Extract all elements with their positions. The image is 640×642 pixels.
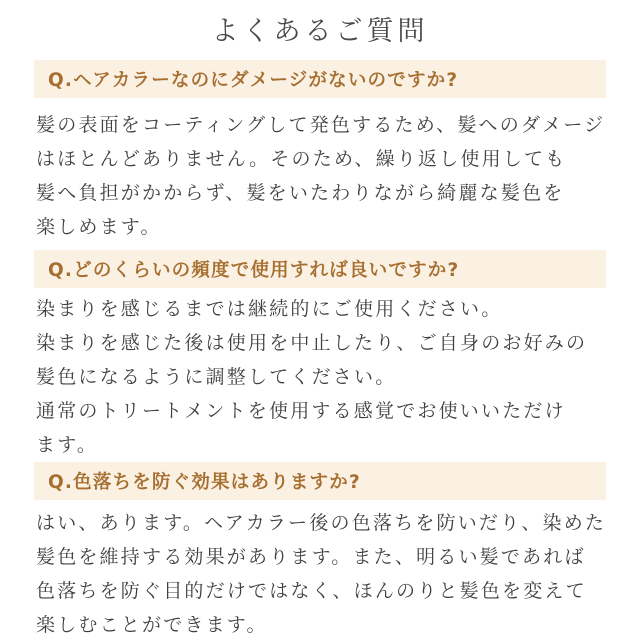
answer-line: ます。 (36, 434, 99, 456)
faq-question-text: Q.ヘアカラーなのにダメージがないのですか? (48, 70, 459, 91)
faq-question-text: Q.どのくらいの頻度で使用すれば良いですか? (48, 260, 460, 281)
faq-question-2 (34, 250, 606, 288)
faq-answer-1 (36, 108, 616, 244)
faq-question-3 (34, 462, 606, 500)
answer-line: はほとんどありません。そのため、繰り返し使用しても (36, 148, 567, 170)
answer-line: 色落ちを防ぐ目的だけではなく、ほんのりと髪色を変えて (36, 580, 587, 602)
answer-line: 楽しめます。 (36, 216, 162, 238)
answer-line: 髪色を維持する効果があります。また、明るい髪であれば (36, 546, 586, 568)
answer-line: 髪色になるように調整してください。 (36, 366, 397, 388)
answer-line: はい、あります。ヘアカラー後の色落ちを防いだり、染めた (36, 512, 607, 534)
answer-line: 楽しむことができます。 (36, 614, 268, 636)
faq-question-1 (34, 60, 606, 98)
answer-line: 髪へ負担がかからず、髪をいたわりながら綺麗な髪色を (36, 182, 565, 204)
faq-answer-3 (36, 506, 616, 642)
answer-line: 髪の表面をコーティングして発色するため、髪へのダメージ (36, 114, 606, 136)
answer-line: 通常のトリートメントを使用する感覚でお使いいただけ (36, 400, 566, 422)
faq-question-text: Q.色落ちを防ぐ効果はありますか? (48, 472, 361, 493)
answer-line: 染まりを感じた後は使用を中止したり、ご自身のお好みの (36, 332, 588, 354)
page-title: よくあるご質問 (211, 16, 429, 47)
answer-line: 染まりを感じるまでは継続的にご使用ください。 (36, 298, 503, 320)
faq-answer-2 (36, 292, 616, 462)
